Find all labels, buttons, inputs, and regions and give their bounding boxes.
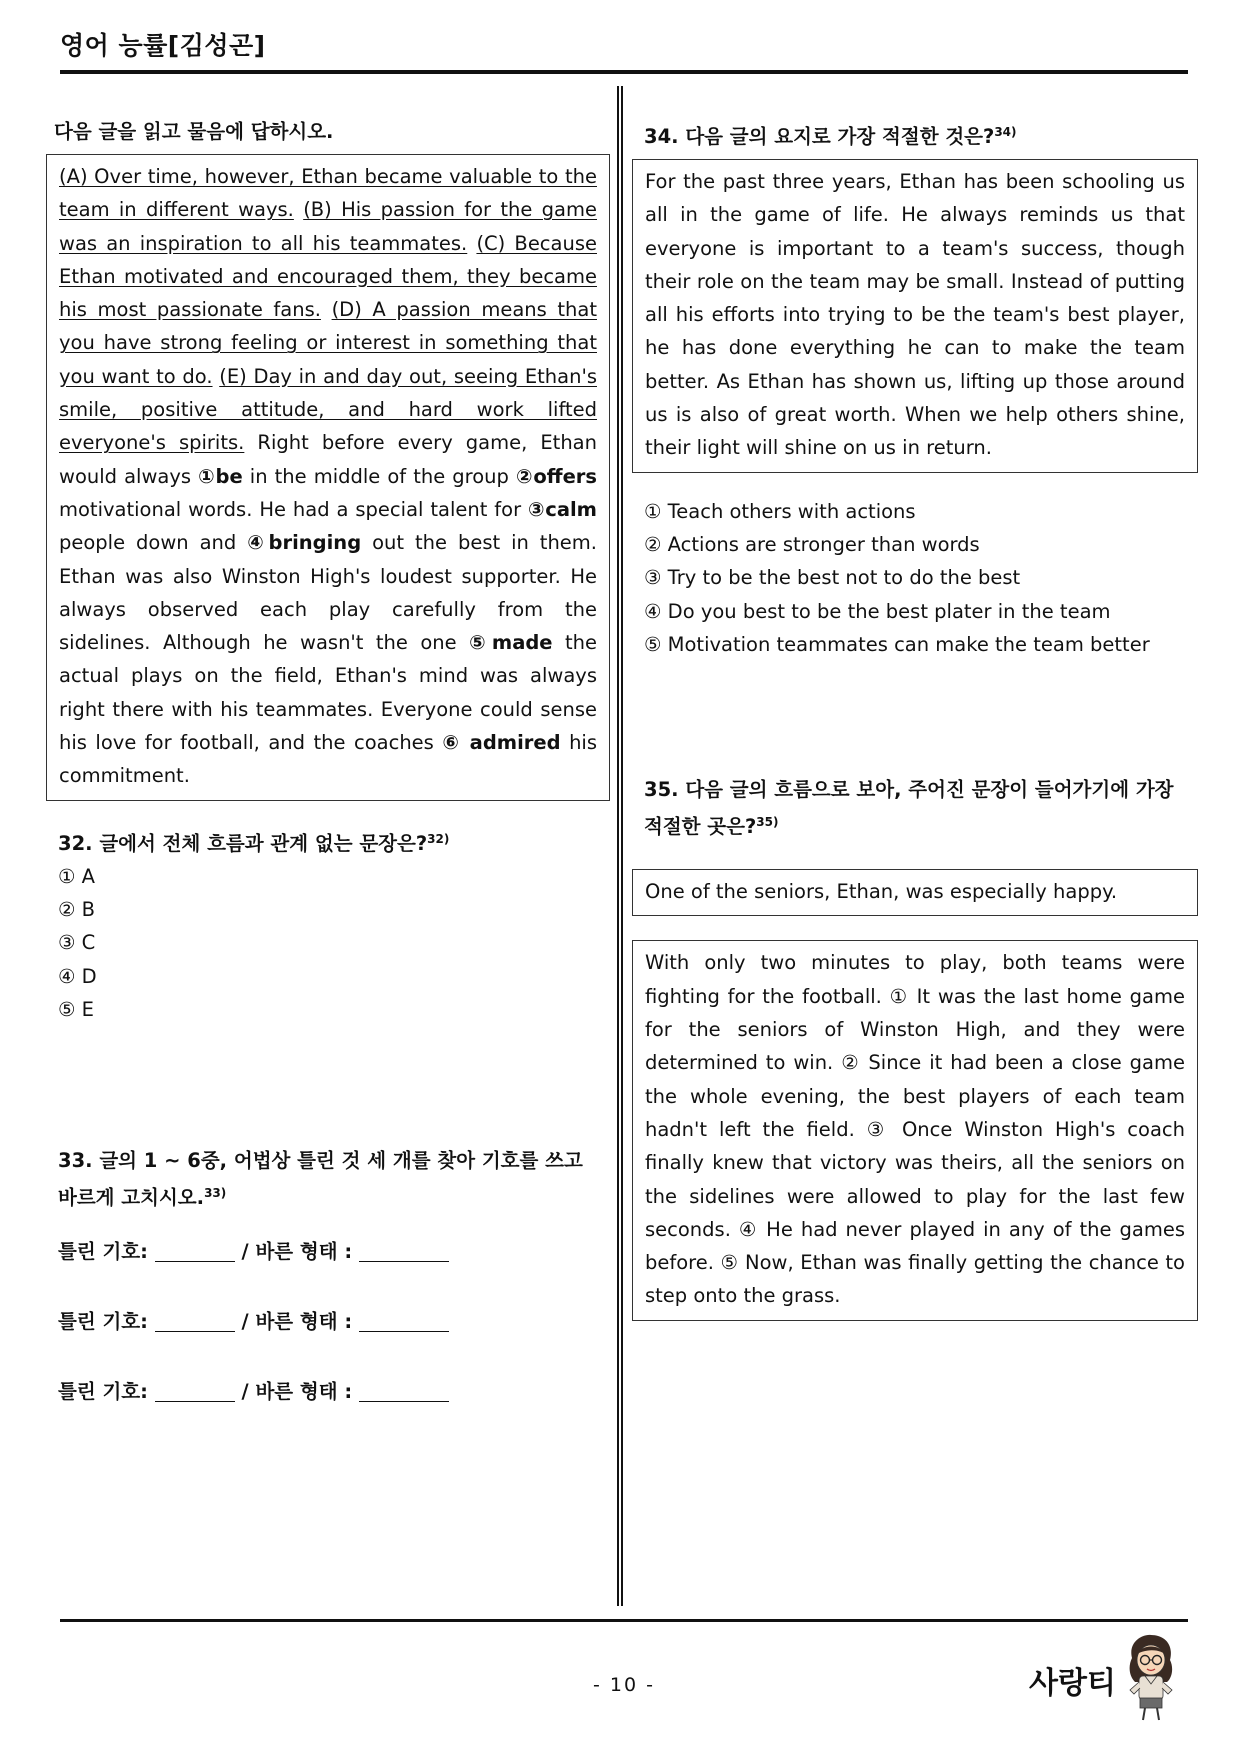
wrong-symbol-label: 틀린 기호:	[58, 1380, 148, 1404]
passage-text: the actual plays on the field, Ethan's mind was always right there with his teammates. Everyone could sense his love for football, and the coaches	[59, 631, 598, 755]
sentence-b: (B) His passion for the game was an inspiration to all his teammates.	[59, 198, 597, 255]
sentence-d: (D) A passion means that you have strong feeling or interest in something that you want to do.	[59, 298, 597, 388]
question-32	[46, 823, 610, 1026]
answer-line-2	[58, 1306, 600, 1338]
wrong-symbol-blank[interactable]	[155, 1380, 235, 1402]
option-2[interactable]: ② Actions are stronger than words	[644, 532, 980, 556]
page-number: - 10 -	[593, 1674, 655, 1696]
left-column	[46, 116, 610, 1408]
question-34-passage: For the past three years, Ethan has been schooling us all in the game of life. He always reminds us that everyone is important to a team's success, though their role on the team may be small. Instead of putting all his efforts into trying to be the team's best player, he has done everything he can to make the team better. As Ethan has shown us, lifting up those around us is also of great worth. When we help others shine, their light will shine on us in return.	[632, 159, 1198, 473]
option-5[interactable]: ⑤ Motivation teammates can make the team better	[644, 632, 1150, 656]
passage-instruction: 다음 글을 읽고 물음에 답하시오.	[54, 120, 334, 143]
passage-text: Right before every game, Ethan would always	[59, 431, 597, 488]
correct-form-blank[interactable]	[359, 1380, 449, 1402]
question-33	[46, 1144, 610, 1408]
correct-form-blank[interactable]	[359, 1240, 449, 1262]
option-3[interactable]: ③ C	[58, 931, 96, 955]
passage-text: motivational words. He had a special talent for	[59, 497, 522, 521]
option-4[interactable]: ④ Do you best to be the best plater in the team	[644, 599, 1111, 623]
sentence-c: (C) Because Ethan motivated and encouraged them, they became his most passionate fans.	[59, 231, 597, 322]
grammar-mark-6-number: ⑥	[442, 731, 462, 755]
question-33-title: 33. 글의 1 ~ 6중, 어법상 틀린 것 세 개를 찾아 기호를 쓰고 바르게 고치시오.$^{33)}$	[58, 1149, 583, 1210]
option-3[interactable]: ③ Try to be the best not to do the best	[644, 566, 1021, 590]
option-2[interactable]: ② B	[58, 897, 96, 921]
option-1[interactable]: ① Teach others with actions	[644, 499, 916, 523]
grammar-mark-5: ⑤made	[469, 631, 553, 655]
passage-text: his commitment.	[59, 731, 598, 788]
passage-text: in the middle of the group	[249, 464, 509, 488]
footnote-34: 34)	[994, 125, 1017, 139]
grammar-mark-1: ①be	[198, 464, 243, 488]
correct-form-label: / 바른 형태 :	[241, 1310, 353, 1334]
column-divider	[617, 86, 623, 1606]
question-32-options	[58, 860, 610, 1026]
option-5[interactable]: ⑤ E	[58, 997, 95, 1021]
right-column	[632, 116, 1198, 1321]
given-sentence-box: One of the seniors, Ethan, was especially happy.	[632, 869, 1198, 916]
grammar-mark-2: ②offers	[516, 464, 598, 488]
sentence-e: (E) Day in and day out, seeing Ethan's smile, positive attitude, and hard work lifted everyone's spirits.	[59, 364, 597, 455]
correct-form-blank[interactable]	[359, 1310, 449, 1332]
wrong-symbol-blank[interactable]	[155, 1310, 235, 1332]
footnote-35: 35)	[756, 815, 779, 830]
option-4[interactable]: ④ D	[58, 964, 97, 988]
correct-form-label: / 바른 형태 :	[241, 1240, 353, 1264]
passage-text: people down and	[59, 531, 237, 555]
brand-name: 사랑티	[1029, 1666, 1116, 1701]
page-footer	[60, 1619, 1188, 1739]
grammar-mark-3: ③calm	[528, 497, 598, 521]
answer-line-1	[58, 1236, 600, 1268]
option-1[interactable]: ① A	[58, 864, 96, 888]
page-title: 영어 능률[김성곤]	[60, 31, 266, 60]
mascot-icon	[1120, 1632, 1182, 1724]
grammar-mark-4: ④bringing	[247, 531, 362, 555]
footnote-32: 32)	[427, 831, 450, 846]
question-35-title: 35. 다음 글의 흐름으로 보아, 주어진 문장이 들어가기에 가장 적절한 곳은?$^{35)}$	[644, 778, 1174, 839]
wrong-symbol-label: 틀린 기호:	[58, 1240, 148, 1264]
wrong-symbol-blank[interactable]	[155, 1240, 235, 1262]
correct-form-label: / 바른 형태 :	[241, 1380, 353, 1404]
question-35-passage: With only two minutes to play, both teams were fighting for the football. ① It was the last home game for the seniors of Winston High, and they were determined to win. ② Since it had been a close game the whole evening, the best players of each team hadn't left the field. ③ Once Winston High's coach finally knew that victory was theirs, all the seniors on the sidelines were allowed to play for the last few seconds. ④ He had never played in any of the games before. ⑤ Now, Ethan was finally getting the chance to step onto the grass.	[632, 940, 1198, 1320]
answer-line-3	[58, 1376, 600, 1408]
passage-text: out the best in them. Ethan was also Winston High's loudest supporter. He always observed each play carefully from the sidelines. Although he wasn't the one	[59, 531, 597, 655]
wrong-symbol-label: 틀린 기호:	[58, 1310, 148, 1334]
page-header	[60, 22, 1188, 74]
reading-passage	[46, 154, 610, 801]
footnote-33: 33)	[204, 1186, 227, 1201]
question-34-options	[632, 495, 1198, 661]
question-32-title: 32. 글에서 전체 흐름과 관계 없는 문장은?$^{32)}$	[58, 831, 450, 855]
grammar-mark-6-word: admired	[469, 731, 561, 755]
sentence-a: (A) Over time, however, Ethan became valuable to the team in different ways.	[59, 165, 597, 222]
question-34-title: 34. 다음 글의 요지로 가장 적절한 것은?$^{34)}$	[644, 125, 1017, 148]
